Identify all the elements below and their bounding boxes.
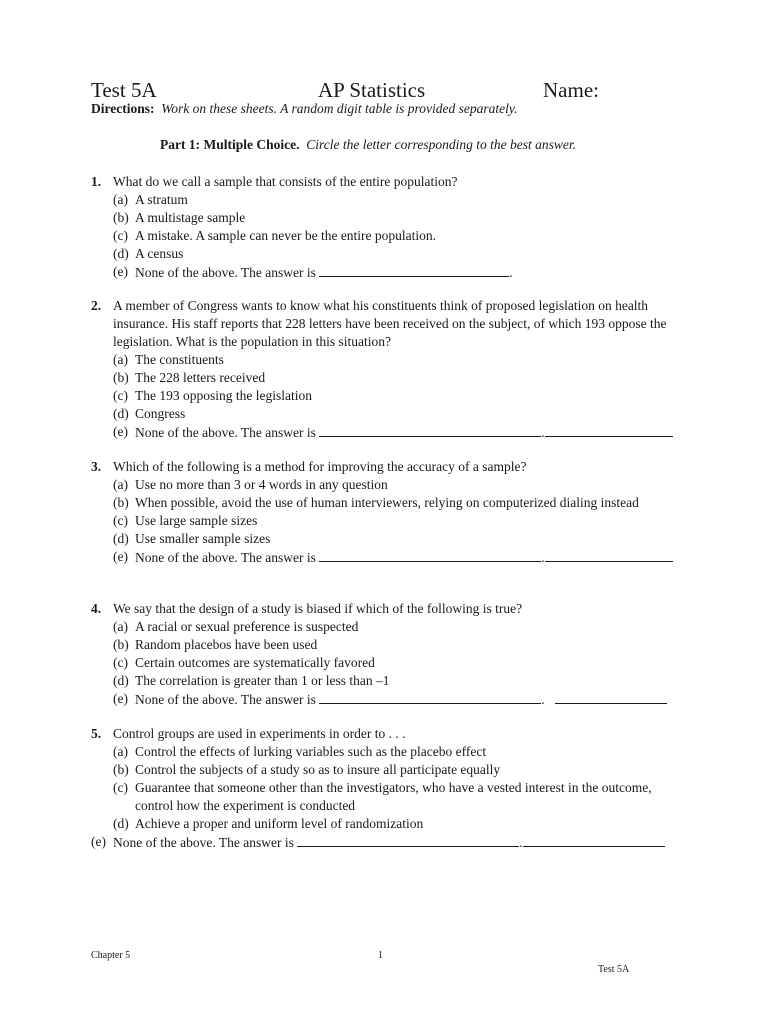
course-title: AP Statistics (318, 78, 426, 102)
option-label: (a) (113, 477, 128, 492)
answer-blank-2[interactable] (545, 548, 673, 562)
option-text: Congress (135, 406, 186, 421)
option-c[interactable] (91, 227, 701, 245)
option-text: A mistake. A sample can never be the entire population. (135, 228, 437, 243)
option-b[interactable] (91, 494, 680, 512)
question-1 (91, 173, 701, 282)
option-text: Control the subjects of a study so as to insure all participate equally (135, 762, 501, 777)
directions-text: Work on these sheets. A random digit table is provided separately. (161, 101, 518, 116)
option-text: None of the above. The answer is (135, 425, 316, 440)
option-label: (d) (113, 816, 129, 831)
option-label: (a) (113, 744, 128, 759)
question-text: We say that the design of a study is biased if which of the following is true? (113, 601, 523, 616)
part-instructions: Circle the letter corresponding to the best answer. (306, 137, 576, 152)
option-label: (c) (113, 655, 128, 670)
question-text: A member of Congress wants to know what his constituents think of proposed legislation on health insurance. His staff reports that 228 letters have been received on the subject, of which 193 oppose the legislation. What is the population in this situation? (113, 298, 667, 349)
option-b[interactable] (91, 636, 701, 654)
option-label: (b) (113, 210, 129, 225)
option-label: (d) (113, 531, 129, 546)
option-d[interactable] (91, 245, 701, 263)
question-number: 1. (91, 174, 102, 189)
question-text: Control groups are used in experiments in order to . . . (113, 726, 406, 741)
question-3 (91, 458, 701, 567)
answer-blank[interactable] (319, 548, 541, 562)
answer-blank-2[interactable] (545, 423, 673, 437)
option-c[interactable] (91, 779, 680, 815)
option-text: Random placebos have been used (135, 637, 318, 652)
option-label: (a) (113, 352, 128, 367)
part-label: Part 1: Multiple Choice. (160, 137, 300, 152)
option-a[interactable] (91, 351, 701, 369)
option-text: When possible, avoid the use of human interviewers, relying on computerized dialing instead (135, 495, 639, 510)
option-label: (d) (113, 673, 129, 688)
option-b[interactable] (91, 369, 701, 387)
question-2 (91, 297, 701, 442)
option-b[interactable] (91, 209, 701, 227)
answer-blank[interactable] (319, 423, 541, 437)
option-e[interactable]: (e) None of the above. The answer is . (91, 833, 701, 852)
option-text: Use no more than 3 or 4 words in any question (135, 477, 388, 492)
option-e[interactable]: (e) None of the above. The answer is . (91, 423, 701, 442)
directions (91, 101, 517, 117)
option-label: (d) (113, 406, 129, 421)
option-label: (e) (113, 424, 128, 439)
question-5 (91, 725, 701, 852)
option-text: None of the above. The answer is (135, 265, 316, 280)
question-text: What do we call a sample that consists of the entire population? (113, 174, 458, 189)
directions-label: Directions: (91, 101, 155, 116)
option-a[interactable] (91, 191, 701, 209)
answer-blank-2[interactable] (555, 690, 667, 704)
option-b[interactable] (91, 761, 701, 779)
option-a[interactable] (91, 476, 701, 494)
option-text: The correlation is greater than 1 or less than –1 (135, 673, 390, 688)
option-d[interactable] (91, 405, 701, 423)
option-label: (a) (113, 619, 128, 634)
option-text: None of the above. The answer is (113, 835, 294, 850)
option-label: (d) (113, 246, 129, 261)
question-4 (91, 600, 701, 709)
option-text: Guarantee that someone other than the investigators, who have a vested interest in the outcome, control how the experiment is conducted (135, 780, 652, 813)
option-text: The constituents (135, 352, 224, 367)
answer-blank[interactable] (319, 690, 541, 704)
question-number: 4. (91, 601, 102, 616)
option-a[interactable] (91, 743, 701, 761)
option-label: (c) (113, 388, 128, 403)
option-label: (a) (113, 192, 128, 207)
footer-page-number: 1 (378, 950, 383, 961)
option-e[interactable]: (e) None of the above. The answer is . (91, 548, 701, 567)
option-text: Use smaller sample sizes (135, 531, 271, 546)
option-text: Control the effects of lurking variables such as the placebo effect (135, 744, 487, 759)
option-c[interactable] (91, 387, 701, 405)
answer-blank[interactable] (319, 263, 509, 277)
option-label: (b) (113, 495, 129, 510)
footer-test-id: Test 5A (598, 964, 630, 975)
option-c[interactable] (91, 654, 701, 672)
option-text: A racial or sexual preference is suspected (135, 619, 359, 634)
option-text: Certain outcomes are systematically favored (135, 655, 375, 670)
option-text: The 193 opposing the legislation (135, 388, 312, 403)
option-d[interactable] (91, 672, 701, 690)
option-text: A multistage sample (135, 210, 246, 225)
option-c[interactable] (91, 512, 701, 530)
option-label: (b) (113, 637, 129, 652)
option-label: (c) (113, 780, 128, 795)
option-text: The 228 letters received (135, 370, 266, 385)
option-label: (b) (113, 370, 129, 385)
option-text: None of the above. The answer is (135, 692, 316, 707)
question-number: 5. (91, 726, 102, 741)
option-text: A census (135, 246, 184, 261)
option-label: (c) (113, 228, 128, 243)
part-heading (160, 137, 576, 153)
answer-blank-2[interactable] (523, 833, 665, 847)
option-text: None of the above. The answer is (135, 550, 316, 565)
test-id: Test 5A (91, 78, 157, 102)
option-text: Achieve a proper and uniform level of randomization (135, 816, 424, 831)
option-e[interactable]: (e) None of the above. The answer is . (113, 264, 513, 280)
option-d[interactable] (91, 815, 701, 833)
answer-blank[interactable] (297, 833, 519, 847)
option-label: (b) (113, 762, 129, 777)
name-label: Name: (543, 78, 599, 102)
option-d[interactable] (91, 530, 701, 548)
question-number: 2. (91, 298, 102, 313)
option-e[interactable]: (e) None of the above. The answer is . (91, 690, 701, 709)
question-number: 3. (91, 459, 102, 474)
option-label: (e) (113, 549, 128, 564)
footer-chapter: Chapter 5 (91, 950, 131, 961)
option-a[interactable] (91, 618, 701, 636)
option-text: A stratum (135, 192, 188, 207)
option-label: (e) (91, 834, 106, 849)
option-label: (c) (113, 513, 128, 528)
option-label: (e) (113, 264, 128, 279)
option-text: Use large sample sizes (135, 513, 258, 528)
question-text: Which of the following is a method for improving the accuracy of a sample? (113, 459, 527, 474)
option-label: (e) (113, 691, 128, 706)
